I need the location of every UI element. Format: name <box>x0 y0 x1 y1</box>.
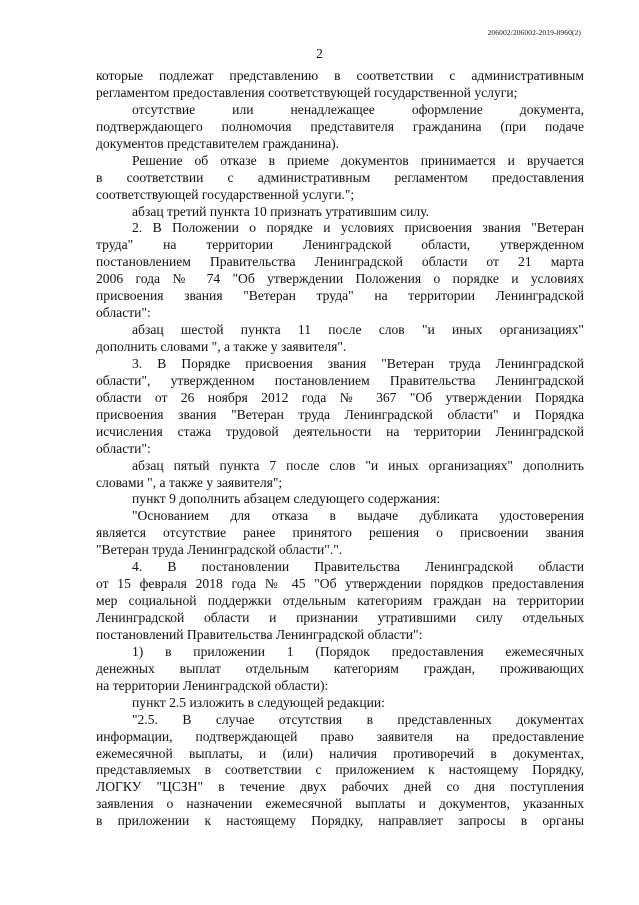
text-line: подтверждающего полномочия представителя гражданина (при подаче <box>96 118 584 134</box>
text-line: от 15 февраля 2018 года № 45 "Об утверждении порядков предоставления <box>96 576 584 592</box>
text-line: труда" на территории Ленинградской области, утвержденном <box>96 237 584 253</box>
text-line: 4. В постановлении Правительства Ленинградской области <box>132 559 584 575</box>
text-line: соответствующей государственной услуги."; <box>96 186 355 202</box>
text-line: дополнить словами ", а также у заявителя". <box>96 339 347 354</box>
text-line: области": <box>96 440 151 456</box>
text-line: пункт 2.5 изложить в следующей редакции: <box>132 694 385 710</box>
text-line: заявления о назначении ежемесячной выплаты и документов, указанных <box>96 796 584 812</box>
document-body <box>96 68 584 830</box>
text-line: на территории Ленинградской области): <box>96 677 329 693</box>
text-line: в приложении к настоящему Порядку, направляет запросы в органы <box>96 813 584 829</box>
text-line: регламентом предоставления соответствующей государственной услуги; <box>96 84 518 100</box>
text-line: которые подлежат представлению в соответствии с административным <box>96 68 584 83</box>
text-line: исчисления стажа трудовой деятельности на территории Ленинградской <box>96 423 584 439</box>
text-line: 1) в приложении 1 (Порядок предоставления ежемесячных <box>132 643 584 659</box>
text-line: абзац шестой пункта 11 после слов "и иных организациях" <box>132 322 584 338</box>
text-line: является отсутствие ранее принятого решения о присвоении звания <box>96 525 584 541</box>
text-line: абзац третий пункта 10 признать утратившим силу. <box>132 203 430 219</box>
text-line: присвоения звания "Ветеран труда Ленинградской области" и Порядка <box>96 406 584 422</box>
text-line: абзац пятый пункта 7 после слов "и иных организациях" дополнить <box>132 457 584 473</box>
text-line: постановлением Правительства Ленинградской области от 21 марта <box>96 254 584 270</box>
text-line: ежемесячной выплаты, и (или) наличия противоречий в документах, <box>96 745 584 761</box>
text-line: 2. В Положении о порядке и условиях присвоения звания "Ветеран <box>132 220 584 236</box>
text-line: денежных выплат отдельным категориям граждан, проживающих <box>96 660 584 676</box>
text-line: "Ветеран труда Ленинградской области".". <box>96 542 343 558</box>
text-line: 2006 года № 74 "Об утверждении Положения о порядке и условиях <box>96 271 584 287</box>
text-line: области": <box>96 305 151 321</box>
text-line: представляемых в соответствии с приложением к настоящему Порядку, <box>96 762 584 778</box>
text-line: Ленинградской области и признании утратившими силу отдельных <box>96 610 584 625</box>
text-line: области от 26 ноября 2012 года № 367 "Об утверждении Порядка <box>96 389 584 405</box>
text-line: "Основанием для отказа в выдаче дубликата удостоверения <box>132 508 584 524</box>
document-number: 206002/206002-2019-8960(2) <box>487 28 581 37</box>
text-line: 3. В Порядке присвоения звания "Ветеран труда Ленинградской <box>132 355 584 371</box>
text-line: области", утвержденном постановлением Правительства Ленинградской <box>96 372 584 388</box>
text-line: документов представителем гражданина). <box>96 135 340 151</box>
text-line: в соответствии с административным регламентом предоставления <box>96 169 584 185</box>
text-line: ЛОГКУ "ЦСЗН" в течение двух рабочих дней со дня поступления <box>96 779 584 795</box>
text-line: информации, подтверждающей право заявителя на предоставление <box>96 728 584 744</box>
text-line: Решение об отказе в приеме документов принимается и вручается <box>132 152 584 168</box>
text-line: словами ", а также у заявителя"; <box>96 474 283 490</box>
text-line: мер социальной поддержки отдельным категориям граждан на территории <box>96 593 584 609</box>
page-number: 2 <box>316 46 323 61</box>
text-line: присвоения звания "Ветеран труда" на территории Ленинградской <box>96 288 584 304</box>
text-line: пункт 9 дополнить абзацем следующего содержания: <box>132 491 441 507</box>
text-line: постановлений Правительства Ленинградской области": <box>96 626 423 642</box>
text-line: отсутствие или ненадлежащее оформление документа, <box>132 101 584 117</box>
text-line: "2.5. В случае отсутствия в представленных документах <box>132 711 584 727</box>
